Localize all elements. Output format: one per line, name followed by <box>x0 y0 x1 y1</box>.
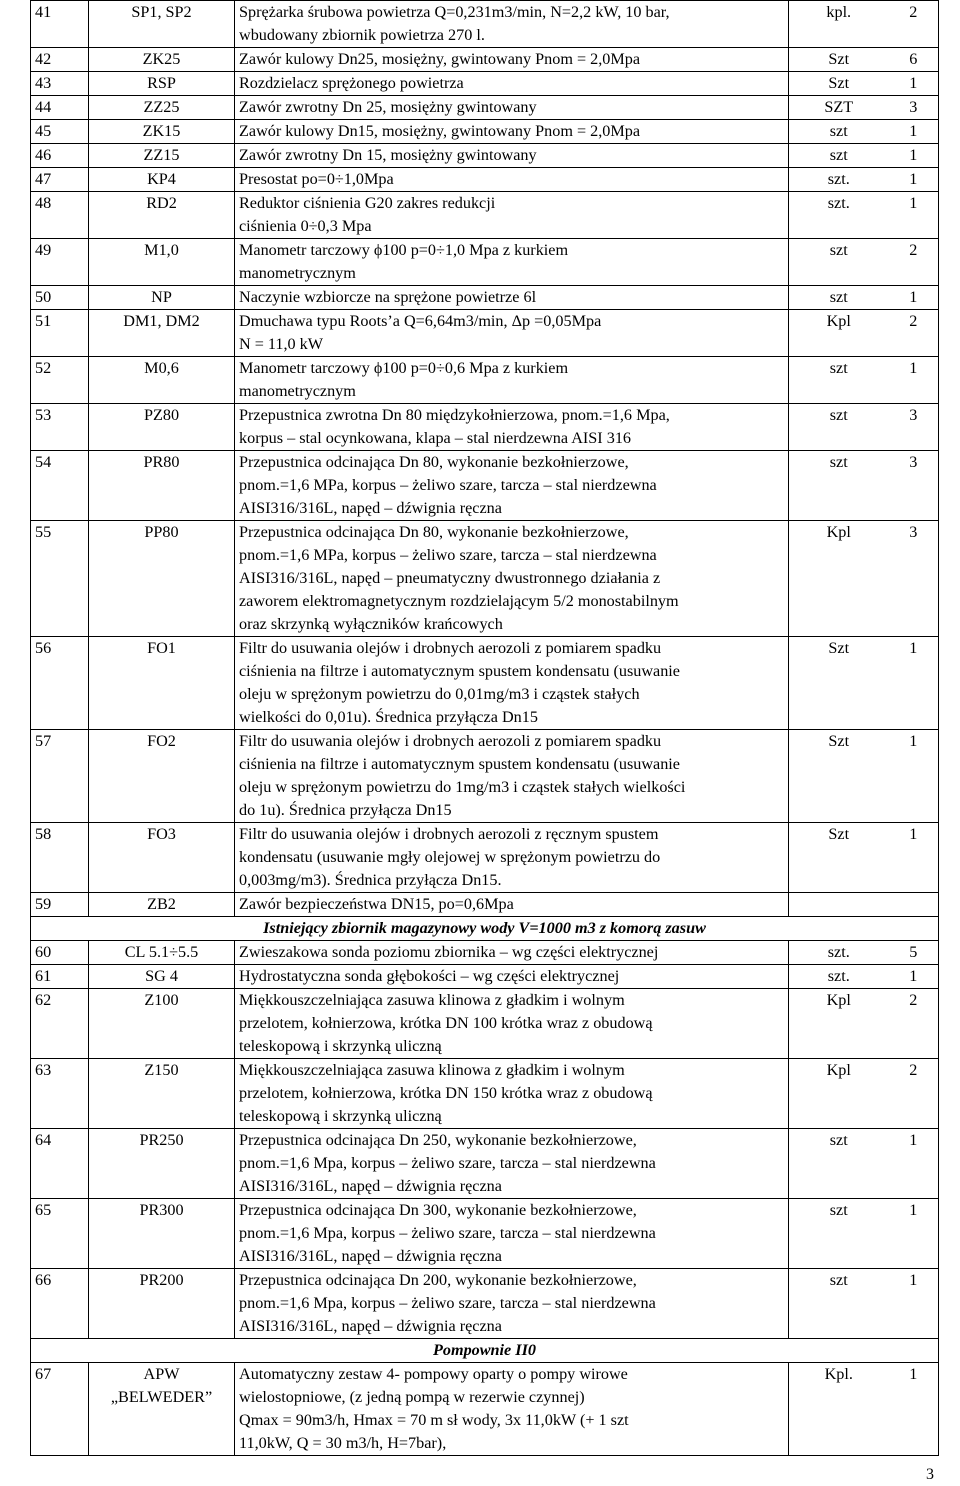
item-quantity: 2 <box>889 239 939 286</box>
item-symbol: PR250 <box>89 1129 235 1199</box>
item-unit: szt <box>789 144 889 168</box>
item-unit: Kpl <box>789 1059 889 1129</box>
item-description: Filtr do usuwania olejów i drobnych aerozoli z pomiarem spadku ciśnienia na filtrze i automatycznym spustem kondensatu (usuwanie oleju w sprężonym powietrzu do 1mg/m3 i cząstek stałych wielkości do 1u). Średnica przyłącza Dn15 <box>235 730 789 823</box>
item-number: 46 <box>31 144 89 168</box>
table-row <box>31 192 939 239</box>
item-number: 64 <box>31 1129 89 1199</box>
item-symbol: ZK15 <box>89 120 235 144</box>
table-row <box>31 1129 939 1199</box>
item-symbol: PR300 <box>89 1199 235 1269</box>
item-quantity: 6 <box>889 48 939 72</box>
item-unit: szt <box>789 1129 889 1199</box>
item-unit: Szt <box>789 72 889 96</box>
table-row <box>31 286 939 310</box>
table-row <box>31 893 939 917</box>
item-quantity: 2 <box>889 989 939 1059</box>
item-description: Filtr do usuwania olejów i drobnych aerozoli z ręcznym spustem kondensatu (usuwanie mgły olejowej w sprężonym powietrzu do 0,003mg/m3). Średnica przyłącza Dn15. <box>235 823 789 893</box>
item-description: Zawór kulowy Dn25, mosiężny, gwintowany Pnom = 2,0Mpa <box>235 48 789 72</box>
item-quantity: 1 <box>889 357 939 404</box>
item-quantity: 1 <box>889 120 939 144</box>
item-description: Przepustnica odcinająca Dn 80, wykonanie bezkołnierzowe, pnom.=1,6 MPa, korpus – żeliwo szare, tarcza – stal nierdzewna AISI316/316L, napęd – dźwignia ręczna <box>235 451 789 521</box>
item-symbol: ZZ25 <box>89 96 235 120</box>
item-unit: szt <box>789 286 889 310</box>
item-number: 61 <box>31 965 89 989</box>
table-row <box>31 730 939 823</box>
table-row <box>31 823 939 893</box>
table-row <box>31 989 939 1059</box>
item-quantity: 1 <box>889 1363 939 1456</box>
item-number: 65 <box>31 1199 89 1269</box>
item-symbol: SG 4 <box>89 965 235 989</box>
item-unit: szt. <box>789 941 889 965</box>
item-description: Sprężarka śrubowa powietrza Q=0,231m3/min, N=2,2 kW, 10 bar, wbudowany zbiornik powietrza 270 l. <box>235 1 789 48</box>
item-symbol: FO1 <box>89 637 235 730</box>
item-number: 56 <box>31 637 89 730</box>
item-quantity: 3 <box>889 521 939 637</box>
item-number: 54 <box>31 451 89 521</box>
item-description: Zawór kulowy Dn15, mosiężny, gwintowany Pnom = 2,0Mpa <box>235 120 789 144</box>
item-description: Manometr tarczowy ϕ100 p=0÷0,6 Mpa z kurkiem manometrycznym <box>235 357 789 404</box>
item-number: 51 <box>31 310 89 357</box>
section-header-row <box>31 1339 939 1363</box>
item-description: Przepustnica odcinająca Dn 300, wykonanie bezkołnierzowe, pnom.=1,6 Mpa, korpus – żeliwo szare, tarcza – stal nierdzewna AISI316/316L, napęd – dźwignia ręczna <box>235 1199 789 1269</box>
item-quantity: 1 <box>889 1129 939 1199</box>
item-quantity: 3 <box>889 96 939 120</box>
item-unit: Kpl <box>789 521 889 637</box>
item-symbol: SP1, SP2 <box>89 1 235 48</box>
item-unit: szt <box>789 239 889 286</box>
item-number: 67 <box>31 1363 89 1456</box>
item-unit: SZT <box>789 96 889 120</box>
item-unit: szt <box>789 1269 889 1339</box>
item-description: Filtr do usuwania olejów i drobnych aerozoli z pomiarem spadku ciśnienia na filtrze i automatycznym spustem kondensatu (usuwanie oleju w sprężonym powietrzu do 0,01mg/m3 i cząstek stałych wielkości do 0,01u). Średnica przyłącza Dn15 <box>235 637 789 730</box>
item-quantity: 1 <box>889 965 939 989</box>
item-symbol: PR200 <box>89 1269 235 1339</box>
item-description: Reduktor ciśnienia G20 zakres redukcji ciśnienia 0÷0,3 Mpa <box>235 192 789 239</box>
item-symbol: M1,0 <box>89 239 235 286</box>
item-symbol: PR80 <box>89 451 235 521</box>
table-row <box>31 521 939 637</box>
item-unit: szt. <box>789 168 889 192</box>
item-number: 62 <box>31 989 89 1059</box>
item-description: Przepustnica odcinająca Dn 80, wykonanie bezkołnierzowe, pnom.=1,6 MPa, korpus – żeliwo szare, tarcza – stal nierdzewna AISI316/316L, napęd – pneumatyczny dwustronnego działania z zaworem elektromagnetycznym rozdzielającym 5/2 monostabilnym oraz skrzynką wyłączników krańcowych <box>235 521 789 637</box>
item-description: Zawór zwrotny Dn 15, mosiężny gwintowany <box>235 144 789 168</box>
table-row <box>31 1269 939 1339</box>
item-unit: szt <box>789 120 889 144</box>
item-description: Zwieszakowa sonda poziomu zbiornika – wg części elektrycznej <box>235 941 789 965</box>
item-unit: szt. <box>789 192 889 239</box>
item-quantity: 1 <box>889 637 939 730</box>
equipment-table <box>30 0 939 1456</box>
item-unit: szt. <box>789 965 889 989</box>
item-quantity: 2 <box>889 1059 939 1129</box>
item-number: 52 <box>31 357 89 404</box>
section-title: Pompownie II0 <box>31 1339 939 1363</box>
item-number: 49 <box>31 239 89 286</box>
item-symbol: APW „BELWEDER” <box>89 1363 235 1456</box>
table-row <box>31 72 939 96</box>
item-symbol: ZZ15 <box>89 144 235 168</box>
item-symbol: PZ80 <box>89 404 235 451</box>
item-unit <box>789 893 889 917</box>
item-description: Manometr tarczowy ϕ100 p=0÷1,0 Mpa z kurkiem manometrycznym <box>235 239 789 286</box>
item-number: 63 <box>31 1059 89 1129</box>
section-title: Istniejący zbiornik magazynowy wody V=1000 m3 z komorą zasuw <box>31 917 939 941</box>
item-quantity: 1 <box>889 1269 939 1339</box>
table-row <box>31 1059 939 1129</box>
table-row <box>31 404 939 451</box>
item-number: 42 <box>31 48 89 72</box>
item-number: 58 <box>31 823 89 893</box>
table-row <box>31 1 939 48</box>
item-quantity: 3 <box>889 451 939 521</box>
item-quantity: 5 <box>889 941 939 965</box>
item-quantity: 1 <box>889 144 939 168</box>
item-description: Zawór bezpieczeństwa DN15, po=0,6Mpa <box>235 893 789 917</box>
item-quantity: 2 <box>889 310 939 357</box>
item-description: Naczynie wzbiorcze na sprężone powietrze 6l <box>235 286 789 310</box>
item-unit: Kpl. <box>789 1363 889 1456</box>
table-row <box>31 357 939 404</box>
item-quantity: 2 <box>889 1 939 48</box>
table-row <box>31 48 939 72</box>
item-quantity: 1 <box>889 286 939 310</box>
item-unit: szt <box>789 451 889 521</box>
item-description: Zawór zwrotny Dn 25, mosiężny gwintowany <box>235 96 789 120</box>
item-unit: szt <box>789 357 889 404</box>
item-quantity: 1 <box>889 168 939 192</box>
item-symbol: ZK25 <box>89 48 235 72</box>
table-row <box>31 120 939 144</box>
equipment-table-body <box>31 1 939 1456</box>
item-number: 50 <box>31 286 89 310</box>
item-number: 57 <box>31 730 89 823</box>
item-unit: Kpl <box>789 310 889 357</box>
item-number: 44 <box>31 96 89 120</box>
table-row <box>31 1363 939 1456</box>
table-row <box>31 168 939 192</box>
page-number: 3 <box>926 1466 934 1483</box>
item-quantity <box>889 893 939 917</box>
item-number: 48 <box>31 192 89 239</box>
table-row <box>31 941 939 965</box>
table-row <box>31 310 939 357</box>
item-unit: Szt <box>789 637 889 730</box>
item-description: Miękkouszczelniająca zasuwa klinowa z gładkim i wolnym przelotem, kołnierzowa, krótka DN 150 krótka wraz z obudową teleskopową i skrzynką uliczną <box>235 1059 789 1129</box>
item-number: 45 <box>31 120 89 144</box>
item-symbol: FO2 <box>89 730 235 823</box>
item-description: Miękkouszczelniająca zasuwa klinowa z gładkim i wolnym przelotem, kołnierzowa, krótka DN 100 krótka wraz z obudową teleskopową i skrzynką uliczną <box>235 989 789 1059</box>
item-symbol: M0,6 <box>89 357 235 404</box>
item-number: 60 <box>31 941 89 965</box>
item-unit: Szt <box>789 48 889 72</box>
item-symbol: KP4 <box>89 168 235 192</box>
item-quantity: 1 <box>889 72 939 96</box>
table-row <box>31 637 939 730</box>
table-row <box>31 144 939 168</box>
item-number: 47 <box>31 168 89 192</box>
item-symbol: RD2 <box>89 192 235 239</box>
section-header-row <box>31 917 939 941</box>
item-unit: szt <box>789 1199 889 1269</box>
item-quantity: 3 <box>889 404 939 451</box>
item-number: 55 <box>31 521 89 637</box>
item-symbol: Z150 <box>89 1059 235 1129</box>
item-symbol: RSP <box>89 72 235 96</box>
item-number: 53 <box>31 404 89 451</box>
item-unit: Kpl <box>789 989 889 1059</box>
item-description: Dmuchawa typu Roots’a Q=6,64m3/min, Δp =0,05Mpa N = 11,0 kW <box>235 310 789 357</box>
table-row <box>31 239 939 286</box>
item-number: 59 <box>31 893 89 917</box>
item-unit: Szt <box>789 730 889 823</box>
table-row <box>31 451 939 521</box>
item-unit: kpl. <box>789 1 889 48</box>
item-description: Rozdzielacz sprężonego powietrza <box>235 72 789 96</box>
table-row <box>31 965 939 989</box>
item-symbol: DM1, DM2 <box>89 310 235 357</box>
item-symbol: NP <box>89 286 235 310</box>
item-symbol: CL 5.1÷5.5 <box>89 941 235 965</box>
item-description: Presostat po=0÷1,0Mpa <box>235 168 789 192</box>
item-unit: szt <box>789 404 889 451</box>
document-page <box>30 0 938 1483</box>
item-quantity: 1 <box>889 192 939 239</box>
item-number: 43 <box>31 72 89 96</box>
item-number: 41 <box>31 1 89 48</box>
item-description: Automatyczny zestaw 4- pompowy oparty o pompy wirowe wielostopniowe, (z jedną pompą w rezerwie czynnej) Qmax = 90m3/h, Hmax = 70 m sł wody, 3x 11,0kW (+ 1 szt 11,0kW, Q = 30 m3/h, H=7bar), <box>235 1363 789 1456</box>
table-row <box>31 1199 939 1269</box>
item-description: Przepustnica odcinająca Dn 250, wykonanie bezkołnierzowe, pnom.=1,6 Mpa, korpus – żeliwo szare, tarcza – stal nierdzewna AISI316/316L, napęd – dźwignia ręczna <box>235 1129 789 1199</box>
item-quantity: 1 <box>889 823 939 893</box>
item-unit: Szt <box>789 823 889 893</box>
item-quantity: 1 <box>889 730 939 823</box>
table-row <box>31 96 939 120</box>
item-symbol: Z100 <box>89 989 235 1059</box>
item-description: Przepustnica odcinająca Dn 200, wykonanie bezkołnierzowe, pnom.=1,6 Mpa, korpus – żeliwo szare, tarcza – stal nierdzewna AISI316/316L, napęd – dźwignia ręczna <box>235 1269 789 1339</box>
item-description: Przepustnica zwrotna Dn 80 międzykołnierzowa, pnom.=1,6 Mpa, korpus – stal ocynkowana, klapa – stal nierdzewna AISI 316 <box>235 404 789 451</box>
item-symbol: FO3 <box>89 823 235 893</box>
item-description: Hydrostatyczna sonda głębokości – wg części elektrycznej <box>235 965 789 989</box>
item-symbol: ZB2 <box>89 893 235 917</box>
item-number: 66 <box>31 1269 89 1339</box>
item-symbol: PP80 <box>89 521 235 637</box>
item-quantity: 1 <box>889 1199 939 1269</box>
